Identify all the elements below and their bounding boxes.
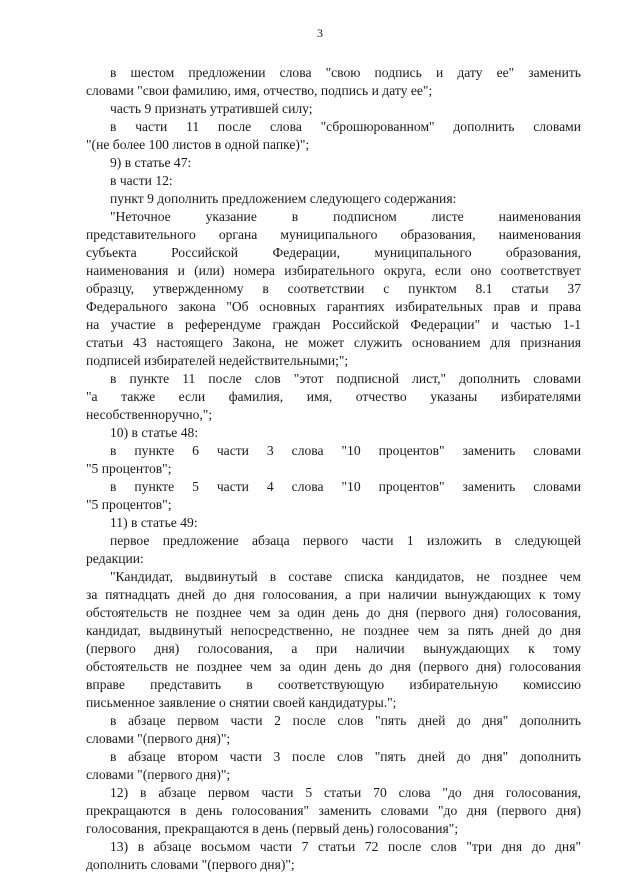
text-line: 11) в статье 49:	[110, 515, 198, 530]
text-line: в пункте 5 части 4 слова "10 процентов" заменить словами	[110, 479, 581, 494]
text-line: за пятнадцать дней до дня голосования, а при наличии вынуждающих к тому	[86, 587, 581, 602]
text-line: редакции:	[86, 551, 144, 566]
text-line: кандидат, выдвинутый непосредственно, не позднее чем за пять дней до дня	[86, 623, 581, 638]
text-line: в шестом предложении слова "свою подпись и дату ее" заменить	[110, 65, 581, 80]
text-line: обстоятельств не позднее чем за один день до дня (первого дня) голосования	[86, 659, 581, 674]
text-line: "(не более 100 листов в одной папке)";	[86, 137, 310, 152]
text-line: 12) в абзаце первом части 5 статьи 70 слова "до дня голосования,	[110, 785, 581, 800]
text-line: "5 процентов";	[86, 461, 172, 476]
text-line: дополнить словами "(первого дня)";	[86, 857, 295, 872]
text-line: голосования, прекращаются в день (первый день) голосования";	[86, 821, 459, 836]
text-line: часть 9 признать утратившей силу;	[110, 101, 313, 116]
text-line: "5 процентов";	[86, 497, 172, 512]
text-line: Федерального закона "Об основных гарантиях избирательных прав и права	[86, 299, 581, 314]
text-line: в абзаце первом части 2 после слов "пять дней до дня" дополнить	[110, 713, 581, 728]
text-line: 9) в статье 47:	[110, 155, 192, 170]
page-number: 3	[317, 26, 323, 40]
text-line: в части 11 после слова "сброшюрованном" дополнить словами	[110, 119, 581, 134]
text-line: прекращаются в день голосования" заменить словами "до дня (первого дня)	[86, 803, 581, 818]
text-line: на участие в референдуме граждан Российской Федерации" и частью 1-1	[86, 317, 581, 332]
text-line: "а также если фамилия, имя, отчество указаны избирателями	[86, 389, 581, 404]
text-line: вправе представить в соответствующую избирательную комиссию	[86, 677, 581, 692]
text-line: словами "(первого дня)";	[86, 731, 231, 746]
text-line: письменное заявление о снятии своей кандидатуры.";	[86, 695, 397, 710]
text-line: несобственноручно,";	[86, 407, 213, 422]
text-line: (первого дня) голосования, а при наличии вынуждающих к тому	[86, 641, 581, 656]
text-line: в пункте 11 после слов "этот подписной лист," дополнить словами	[110, 371, 581, 386]
text-line: в абзаце втором части 3 после слов "пять дней до дня" дополнить	[110, 749, 581, 764]
text-line: в части 12:	[110, 173, 173, 188]
text-line: "Кандидат, выдвинутый в составе списка кандидатов, не позднее чем	[110, 569, 581, 584]
text-line: подписей избирателей недействительными;";	[86, 353, 349, 368]
text-line: представительного органа муниципального образования, наименования	[86, 227, 581, 242]
text-line: субъекта Российской Федерации, муниципального образования,	[86, 245, 581, 260]
text-line: словами "(первого дня)";	[86, 767, 231, 782]
document-body	[86, 64, 581, 874]
text-line: первое предложение абзаца первого части 1 изложить в следующей	[110, 533, 581, 548]
text-line: наименования и (или) номера избирательного округа, если оно соответствует	[86, 263, 581, 278]
text-line: статьи 43 настоящего Закона, не может служить основанием для признания	[86, 335, 581, 350]
text-line: "Неточное указание в подписном листе наименования	[110, 209, 581, 224]
text-line: пункт 9 дополнить предложением следующего содержания:	[110, 191, 457, 206]
text-line: 13) в абзаце восьмом части 7 статьи 72 после слов "три дня до дня"	[110, 839, 581, 854]
text-line: 10) в статье 48:	[110, 425, 199, 440]
text-line: образцу, утвержденному в соответствии с пунктом 8.1 статьи 37	[86, 281, 581, 296]
text-line: словами "свои фамилию, имя, отчество, подпись и дату ее";	[86, 83, 433, 98]
text-line: обстоятельств не позднее чем за один день до дня (первого дня) голосования,	[86, 605, 581, 620]
text-line: в пункте 6 части 3 слова "10 процентов" заменить словами	[110, 443, 581, 458]
